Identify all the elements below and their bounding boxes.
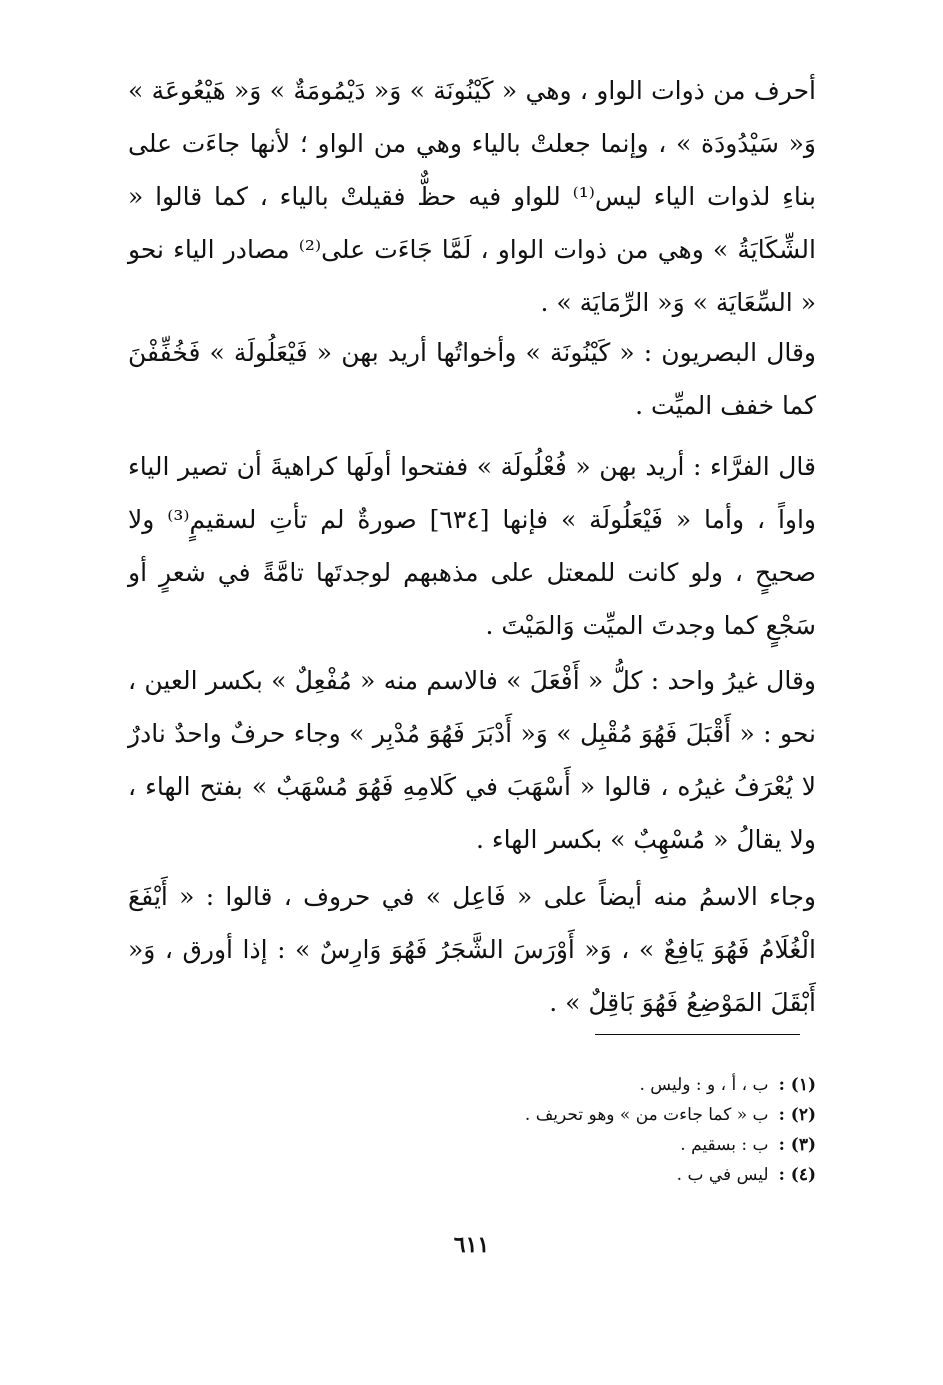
footnote-4 [300,1160,816,1190]
footnotes [300,1070,816,1190]
footnote-number: (١) : [778,1075,816,1095]
paragraph-5: وجاء الاسمُ منه أيضاً على « فَاعِل » في حروف ، قالوا : « أَيْفَعَ الْغُلَامُ فَهُوَ يَافِعٌ » ، وَ« أَوْرَسَ الشَّجَرُ فَهُوَ وَارِسٌ » : إذا أورق ، وَ« أَبْقَلَ المَوْضِعُ فَهُوَ بَاقِلٌ » . [128,882,816,1017]
page-number: ٦١١ [453,1232,490,1258]
footnote-1 [300,1070,816,1100]
footnote-2 [300,1100,816,1130]
footnote-number: (٢) : [778,1105,816,1125]
footnote-3 [300,1130,816,1160]
footnote-text: ب « كما جاءت من » وهو تحريف . [524,1105,769,1125]
footnote-text: ب ، أ ، و : وليس . [639,1075,769,1095]
paragraph-4: وقال غيرُ واحد : كلُّ « أَفْعَلَ » فالاسم منه « مُفْعِلٌ » بكسر العين ، نحو : « أَقْبَلَ فَهُوَ مُقْبِل » وَ« أَدْبَرَ فَهُوَ مُدْبِر » وجاء حرفٌ واحدٌ نادرٌ لا يُعْرَفُ غيرُه ، قالوا « أَسْهَبَ في كَلامِهِ فَهُوَ مُسْهَبٌ » بفتح الهاء ، ولا يقالُ « مُسْهِبٌ » بكسر الهاء . [128,666,816,854]
paragraph-1: أحرف من ذوات الواو ، وهي « كَيْنُونَة » وَ« دَيْمُومَةٌ » وَ« هَيْعُوعَة » وَ« سَيْدُودَة » ، وإنما جعلتْ بالياء وهي من الواو ؛ لأنها جاءَت على بناءِ لذوات الياء ليس⁽¹⁾ للواو فيه حظٌّ فقيلتْ بالياء ، كما قالوا « الشِّكَايَةُ » وهي من ذوات الواو ، لَمَّا جَاءَت على⁽²⁾ مصادر الياء نحو « السِّعَايَة » وَ« الرِّمَايَة » . [128,76,816,317]
paragraph-3: قال الفرَّاء : أريد بهن « فُعْلُولَة » ففتحوا أولَها كراهيةَ أن تصير الياء واواً ، وأما « فَيْعَلُولَة » فإنها [٦٣٤] صورةٌ لم تأتِ لسقيمٍ⁽³⁾ ولا صحيحٍ ، ولو كانت للمعتل على مذهبهم لوجدتَها تامَّةً في شعرٍ أو سَجْعٍ كما وجدتَ الميِّت وَالمَيْتَ . [128,452,817,640]
footnote-text: ب : بسقيم . [680,1135,769,1155]
paragraph-2: وقال البصريون : « كَيْنُونَة » وأخواتُها أريد بهن « فَيْعَلُولَة » فَخُفِّفْنَ كما خفف الميِّت . [128,338,816,420]
footnote-number: (٤) : [778,1165,816,1185]
footnote-separator [595,1034,800,1035]
footnote-number: (٣) : [778,1135,816,1155]
footnote-text: ليس في ب . [676,1165,769,1185]
